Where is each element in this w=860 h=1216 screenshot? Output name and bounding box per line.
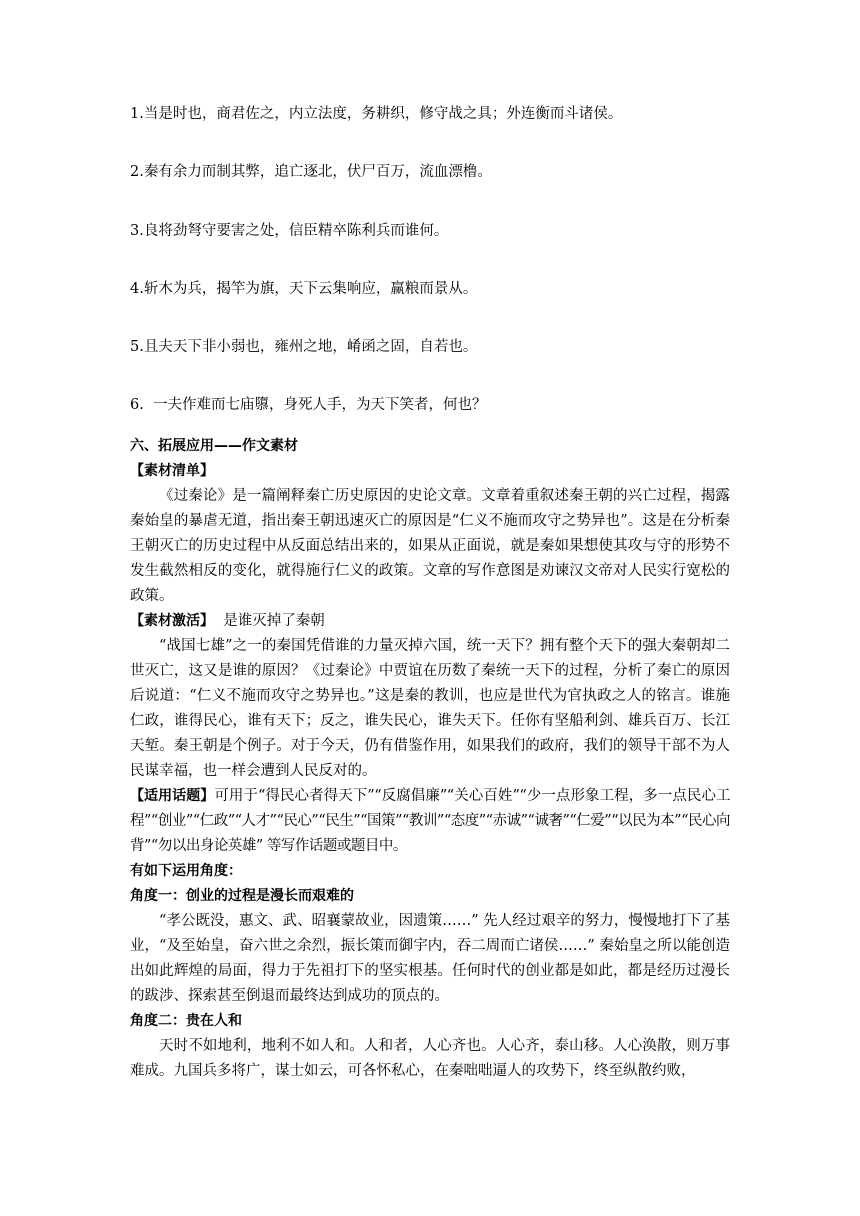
usage-heading: 有如下运用角度：	[130, 863, 242, 879]
sentence-5: 5.且夫天下非小弱也，雍州之地，崤函之固，自若也。	[130, 339, 478, 356]
angle-1-text: “孝公既没，惠文、武、昭襄蒙故业，因遗策……” 先人经过艰辛的努力，慢慢地打下了基业，“及至始皇，奋六世之余烈，振长策而御宇内，吞二周而亡诸侯……” 秦始皇之所以能创造出如此辉煌的局面，得力于先祖打下的坚实根基。任何时代的创业都是如此，都是经历过漫长的跋涉、探索甚至倒退而最终达到成功的顶点的。	[130, 913, 730, 1004]
sentence-1: 1.当是时也，商君佐之，内立法度，务耕织，修守战之具；外连衡而斗诸侯。	[130, 106, 623, 122]
section-title: 六、拓展应用——作文素材	[130, 438, 298, 454]
material-activate-text: “战国七雄”之一的秦国凭借谁的力量灭掉六国，统一天下？拥有整个天下的强大秦朝却二世灭亡，这又是谁的原因？《过秦论》中贾谊在历数了秦统一天下的过程，分析了秦亡的原因后说道：“仁义不施而攻守之势异也。”这是秦的教训，也应是世代为官执政之人的铭言。谁施仁政，谁得民心，谁有天下；反之，谁失民心，谁失天下。任你有坚船利剑、雄兵百万、长江天堑。秦王朝是个例子。对于今天，仍有借鉴作用，如果我们的政府，我们的领导干部不为人民谋幸福，也一样会遭到人民反对的。	[130, 638, 730, 779]
material-list-label: 【素材清单】	[130, 463, 214, 479]
sentence-3: 3.良将劲弩守要害之处，信臣精卒陈利兵而谁何。	[130, 222, 449, 239]
sentence-6: 6. 一夫作难而七庙隳，身死人手，为天下笑者，何也？	[130, 397, 487, 414]
sentence-4: 4.斩木为兵，揭竿为旗，天下云集响应，赢粮而景从。	[130, 280, 478, 297]
applicable-topics-label: 【适用话题】	[130, 788, 215, 804]
material-activate-line	[130, 609, 730, 634]
material-activate-subtitle: 是谁灭掉了秦朝	[214, 613, 325, 629]
angle-2-text: 天时不如地利，地利不如人和。人和者，人心齐也。人心齐，泰山移。人心涣散，则万事难成。九国兵多将广，谋士如云，可各怀私心，在秦咄咄逼人的攻势下，终至纵散约败，	[130, 1038, 730, 1079]
material-activate-label: 【素材激活】	[130, 613, 214, 629]
applicable-topics-paragraph	[130, 784, 730, 859]
translation-sentences	[130, 104, 740, 454]
composition-material-section	[130, 434, 730, 1084]
angle-1-title: 角度一：创业的过程是漫长而艰难的	[130, 888, 354, 904]
applicable-topics-text: 可用于“得民心者得天下”“反腐倡廉”“关心百姓”“少一点形象工程，多一点民心工程”“创业”“仁政”“人才”“民心”“民生”“国策”“教训”“态度”“赤诚”“诚奢”“仁爱”“以民为本”“民心向背”“勿以出身论英雄” 等写作话题或题目中。	[130, 788, 731, 854]
angle-2-title: 角度二：贵在人和	[130, 1013, 242, 1029]
sentence-2: 2.秦有余力而制其弊，追亡逐北，伏尸百万，流血漂橹。	[130, 164, 492, 181]
material-list-text: 《过秦论》是一篇阐释秦亡历史原因的史论文章。文章着重叙述秦王朝的兴亡过程，揭露秦始皇的暴虐无道，指出秦王朝迅速灭亡的原因是“仁义不施而攻守之势异也”。这是在分析秦王朝灭亡的历史过程中从反面总结出来的，如果从正面说，就是秦如果想使其攻与守的形势不发生截然相反的变化，就得施行仁义的政策。文章的写作意图是劝谏汉文帝对人民实行宽松的政策。	[130, 488, 730, 604]
